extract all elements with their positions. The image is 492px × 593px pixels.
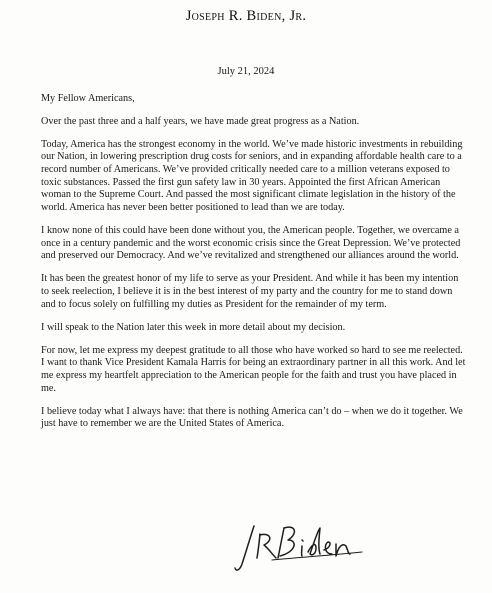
handwritten-signature (232, 518, 372, 576)
paragraph-american-people: I know none of this could have been done without you, the American people. Together, we overcame a once in a century pandemic and the worst economic crisis since the Great Depression. We’ve protected and preserved our Democracy. And we’ve revitalized and strengthened our alliances around the world. (41, 224, 461, 262)
paragraph-economy: Today, America has the strongest economy in the world. We’ve made historic investments in rebuilding our Nation, in lowering prescription drug costs for seniors, and in expanding affordable health care to a record number of Americans. We’ve provided critically needed care to a million veterans exposed to toxic substances. Passed the first gun safety law in 30 years. Appointed the first African American woman to the Supreme Court. And passed the most significant climate legislation in the history of the world. America has never been better positioned to lead than we are today. (41, 138, 463, 213)
letterhead-name: Joseph R. Biden, Jr. (185, 8, 307, 24)
letter-body (41, 93, 467, 442)
letter-date: July 21, 2024 (217, 66, 275, 77)
paragraph-speak-later: I will speak to the Nation later this week in more detail about my decision. (41, 321, 346, 333)
paragraph-gratitude: For now, let me express my deepest gratitude to all those who have worked so hard to see me reelected. I want to thank Vice President Kamala Harris for being an extraordinary partner in all this work. And let me express my heartfelt appreciation to the American people for the faith and trust you have placed in me. (41, 344, 466, 394)
paragraph-stand-down: It has been the greatest honor of my life to serve as your President. And while it has been my intention to seek reelection, I believe it is in the best interest of my party and the country for me to stand down and to focus solely on fulfilling my duties as President for the remainder of my term. (41, 273, 459, 310)
paragraph-closing: I believe today what I always have: that there is nothing America can’t do – when we do it together. We just have to remember we are the United States of America. (41, 405, 463, 430)
salutation: My Fellow Americans, (41, 93, 135, 104)
paragraph-progress: Over the past three and a half years, we have made great progress as a Nation. (41, 115, 360, 127)
